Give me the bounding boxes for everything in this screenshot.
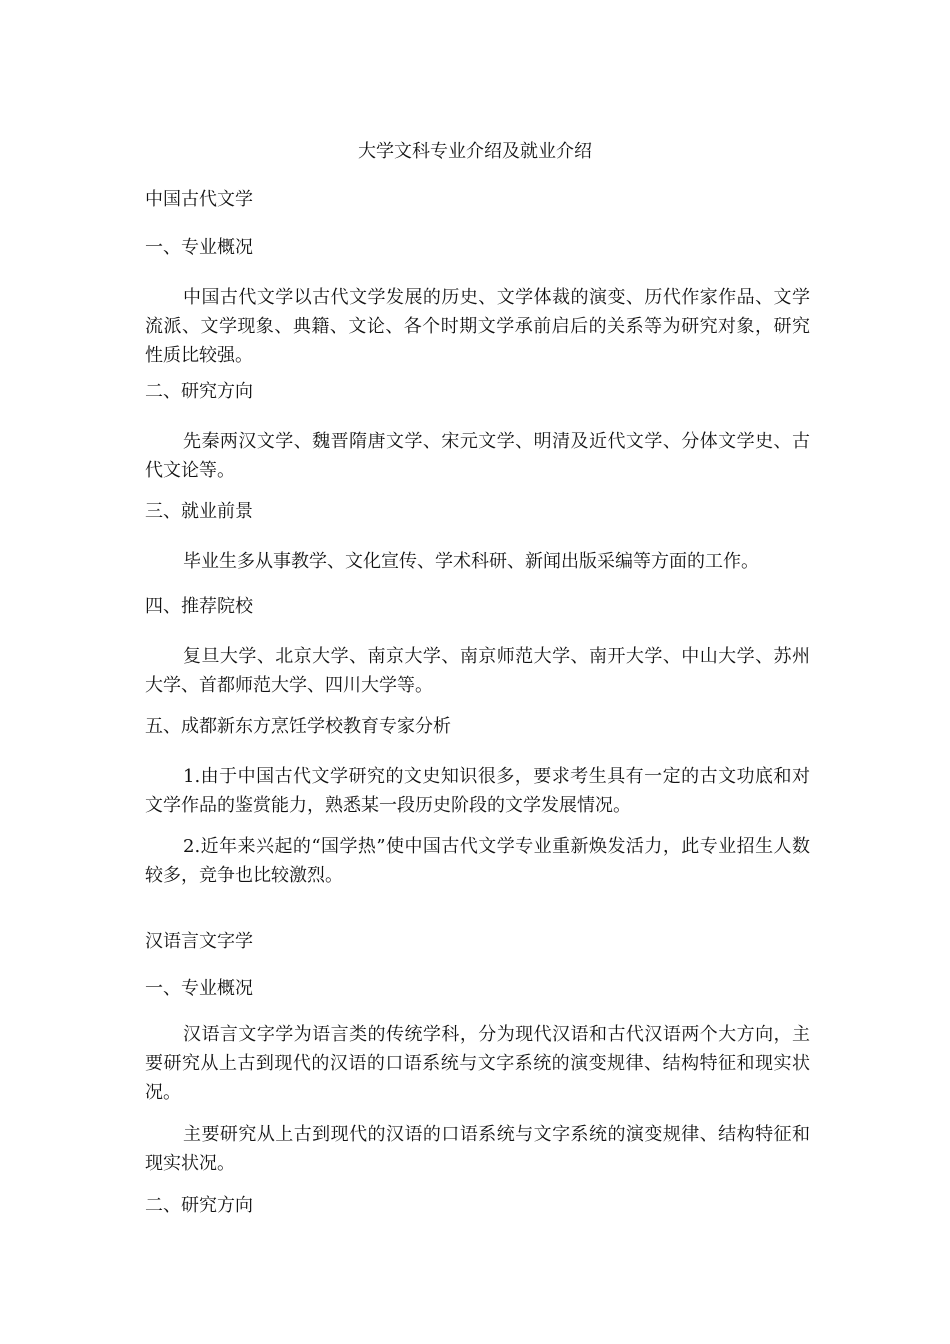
section-heading-classical-literature: 中国古代文学: [145, 189, 253, 210]
document-title: 大学文科专业介绍及就业介绍: [358, 141, 592, 162]
paragraph-overview-2b: 主要研究从上古到现代的汉语的口语系统与文字系统的演变规律、结构特征和现实状况。: [145, 1124, 810, 1174]
subheading-overview: 一、专业概况: [145, 237, 253, 258]
paragraph-overview: 中国古代文学以古代文学发展的历史、文学体裁的演变、历代作家作品、文学流派、文学现象、典籍、文论、各个时期文学承前启后的关系等为研究对象，研究性质比较强。: [145, 287, 810, 366]
subheading-research-direction-2: 二、研究方向: [145, 1195, 253, 1216]
paragraph-recommended-schools: 复旦大学、北京大学、南京大学、南京师范大学、南开大学、中山大学、苏州大学、首都师范大学、四川大学等。: [145, 646, 810, 696]
subheading-employment: 三、就业前景: [145, 501, 253, 522]
paragraph-employment: 毕业生多从事教学、文化宣传、学术科研、新闻出版采编等方面的工作。: [183, 551, 759, 572]
subheading-expert-analysis: 五、成都新东方烹饪学校教育专家分析: [145, 716, 451, 737]
paragraph-overview-2: 汉语言文字学为语言类的传统学科，分为现代汉语和古代汉语两个大方向，主要研究从上古到现代的汉语的口语系统与文字系统的演变规律、结构特征和现实状况。: [145, 1024, 810, 1103]
subheading-research-direction: 二、研究方向: [145, 381, 253, 402]
paragraph-research-direction: 先秦两汉文学、魏晋隋唐文学、宋元文学、明清及近代文学、分体文学史、古代文论等。: [145, 431, 810, 481]
subheading-overview-2: 一、专业概况: [145, 978, 253, 999]
paragraph-analysis-1: 1.由于中国古代文学研究的文史知识很多，要求考生具有一定的古文功底和对文学作品的鉴赏能力，熟悉某一段历史阶段的文学发展情况。: [145, 766, 810, 816]
subheading-recommended-schools: 四、推荐院校: [145, 596, 253, 617]
paragraph-analysis-2: 2.近年来兴起的“国学热”使中国古代文学专业重新焕发活力，此专业招生人数较多，竞争也比较激烈。: [145, 836, 810, 886]
section-heading-chinese-linguistics: 汉语言文字学: [145, 931, 253, 952]
